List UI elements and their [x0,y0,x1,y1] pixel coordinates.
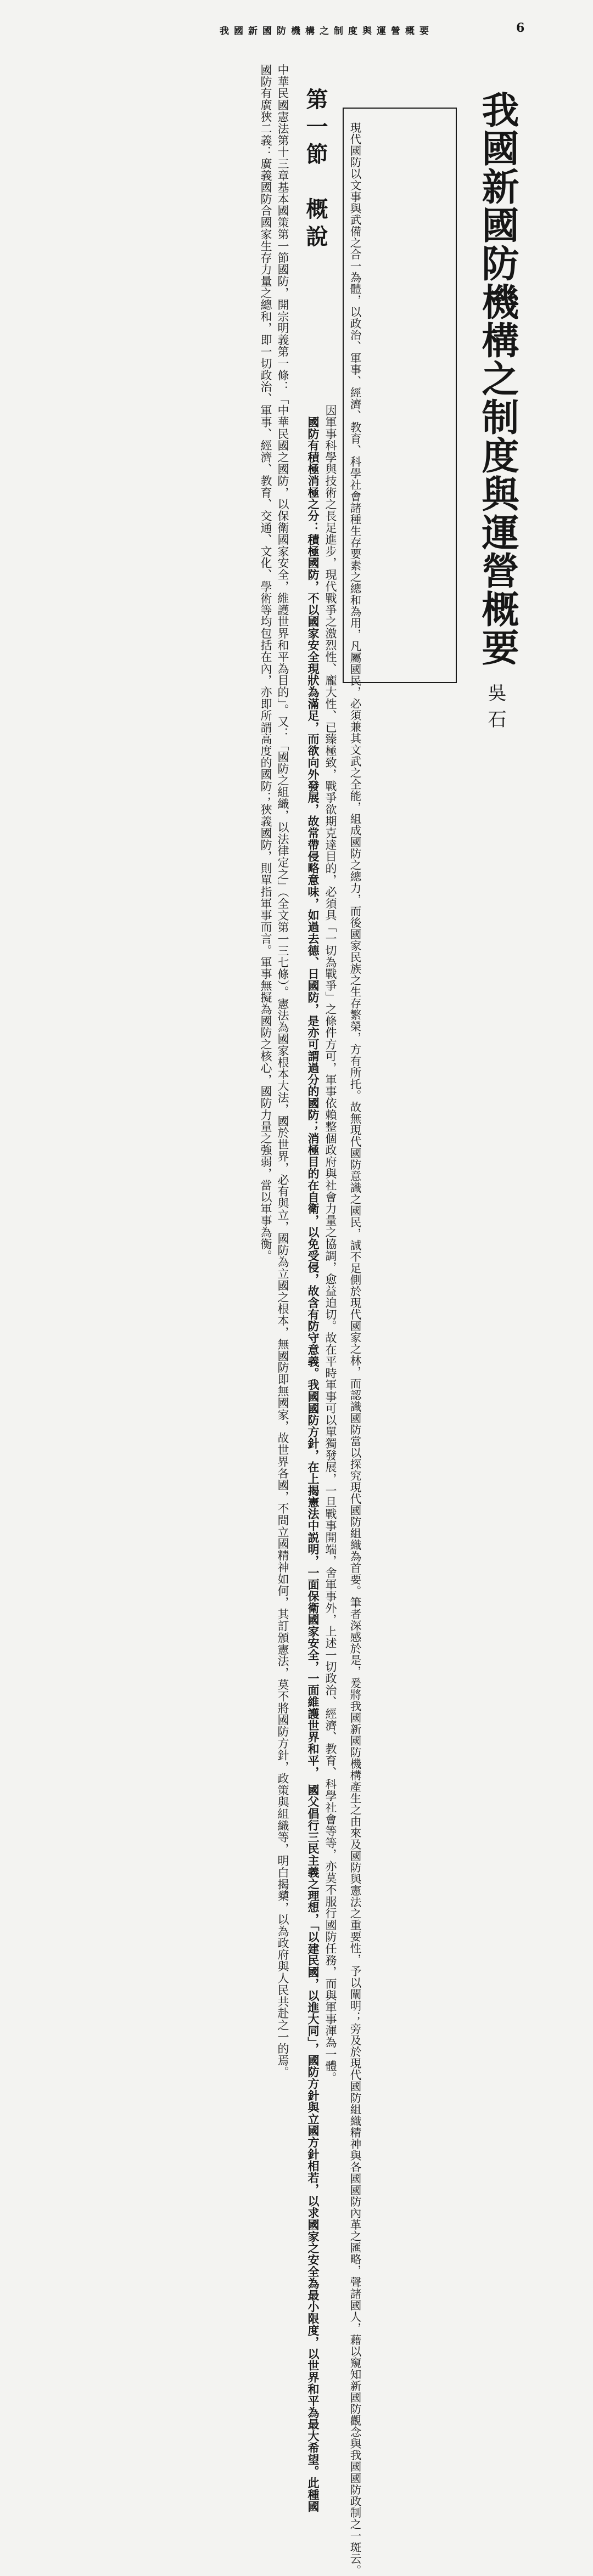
article-author: 吳石 [484,683,506,736]
running-header: 我國新國防機構之制度與運營概要 [220,26,434,37]
paragraph-defense-policy: 國防有積極消極之分：積極國防，不以國家安全現狀為滿足，而欲向外發展，故常帶侵略意味，如過去德、日國防，是亦可謂過分的國防；消極目的在自衛，以免受侵，故含有防守意義。我國國防方針，在上揭憲法中説明，一面保衛國家安全，一面維護世界和平， 國父倡行三民主義之理想，「以建民國，以進大同」，國防方針與立國方針相若，以求國家之安全為最小限度，以世界和平為最大希望。此種國 [306,404,320,2512]
page-number: 6 [516,21,525,35]
preface-box [343,108,457,2576]
paragraph-constitution: 中華民國憲法第十三章基本國策第一節國防，開宗明義第一條：「中華民國之國防，以保衛國家安全，維護世界和平為目的」。又：「國防之組織，以法律定之」（全文第一三七條）。憲法為國家根本大法，國於世界，必有與立，國防為立國之根本，無國防即無國家，故世界各國，不問立國精神如何，其訂頒憲法，莫不將國防方針，政策與組織等，明白揭櫫，以為政府與人民共赴之一的焉。 [276,52,289,2078]
preface-text: 現代國防以文事與武備之合一為體，以政治、軍事、經濟、教育、科學社會諸種生存要素之總和為用，凡屬國民，必須兼其文武之全能，組成國防之總力，而後國家民族之生存繁榮，方有所托。故無現代國防意識之國民，誠不足側於現代國家之林，而認識國防當以探究現代國防組織為首要。筆者深感於是，爰將我國新國防機構產生之由來及國防與憲法之重要性，予以闡明；旁及於現代國防組織精神與各國國防內革之匯略，聲諸國人，藉以窺知新國防觀念與我國國防政制之一斑云。 [348,122,361,2576]
article-title: 我國新國防機構之制度與運營概要 [475,91,519,667]
section-upper-block [80,52,291,2078]
section-lower-text [304,404,339,2512]
paragraph-modern-war: 因軍事科學與技術之長足進步，現代戰爭之激烈性、龐大性、已臻極致，戰爭欲期克達目的，必須具「一切為戰爭」之條件方可，軍事依賴整個政府與社會力量之協調，愈益迫切。故在平時軍事可以單獨發展，一旦戰事開端，舍軍事外，上述一切政治、經濟、教育、科學社會等等，亦莫不服行國防任務，而與軍事渾為一體。 [324,404,337,2084]
section-title: 第一節 概說 [303,88,328,252]
section-upper-text [257,52,291,2078]
paragraph-defense-scope: 國防有廣狹二義：廣義國防合國家生存力量之總和，即一切政治、軍事、經濟、教育、交通、文化、學術等均包括在內，亦即所謂高度的國防；狹義國防，則單指軍事而言。軍事無擬為國防之核心，國防力量之強弱，當以軍事為衡。 [259,52,272,1262]
